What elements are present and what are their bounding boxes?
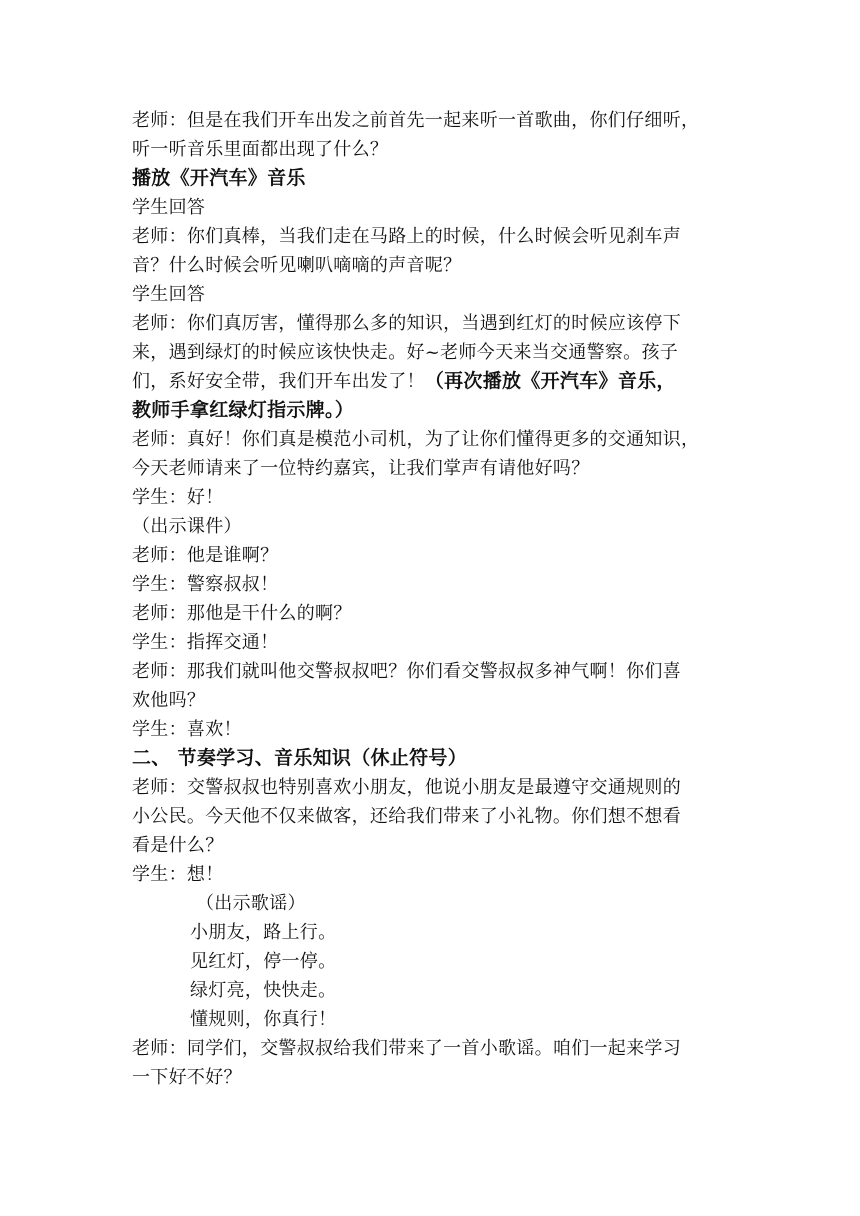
text-line: 老师：那他是干什么的啊？ [132, 603, 352, 624]
text-line: 老师：交警叔叔也特别喜欢小朋友，他说小朋友是最遵守交通规则的 [132, 777, 681, 798]
document-page [132, 106, 732, 1092]
text-line: 老师：真好！你们真是模范小司机，为了让你们懂得更多的交通知识， [132, 429, 700, 450]
stage-direction: 教师手拿红绿灯指示牌。） [132, 399, 355, 421]
text-line: 听一听音乐里面都出现了什么？ [132, 139, 389, 160]
text-line: 老师：你们真厉害，懂得那么多的知识，当遇到红灯的时候应该停下 [132, 313, 681, 334]
stage-direction: （再次播放《开汽车》音乐， [424, 370, 676, 392]
text-line: 学生回答 [132, 197, 206, 218]
text-line: 老师：那我们就叫他交警叔叔吧？你们看交警叔叔多神气啊！你们喜 [132, 661, 681, 682]
text-line: 小公民。今天他不仅来做客，还给我们带来了小礼物。你们想不想看 [132, 806, 681, 827]
text-line: 今天老师请来了一位特约嘉宾，让我们掌声有请他好吗？ [132, 458, 590, 479]
text-line: 学生回答 [132, 284, 206, 305]
rhyme-line: 见红灯，停一停。 [190, 951, 337, 972]
rhyme-line: 绿灯亮，快快走。 [190, 980, 337, 1001]
text-line: 看是什么？ [132, 835, 224, 856]
text-line: 老师：同学们，交警叔叔给我们带来了一首小歌谣。咱们一起来学习 [132, 1038, 681, 1059]
text-line: 学生：喜欢！ [132, 719, 242, 740]
text-line: 一下好不好？ [132, 1067, 242, 1088]
section-heading: 二、 节奏学习、音乐知识（休止符号） [132, 747, 468, 769]
rhyme-line: 懂规则，你真行！ [190, 1009, 337, 1030]
text-line: 音？什么时候会听见喇叭嘀嘀的声音呢？ [132, 255, 462, 276]
text-line: 老师：但是在我们开车出发之前首先一起来听一首歌曲，你们仔细听， [132, 110, 700, 131]
text-line: （出示课件） [132, 516, 242, 537]
rhyme-line: 小朋友，路上行。 [190, 922, 337, 943]
text-line: 来，遇到绿灯的时候应该快快走。好~老师今天来当交通警察。孩子 [132, 342, 679, 363]
text-line: 学生：好！ [132, 487, 224, 508]
text-segment: 们，系好安全带，我们开车出发了！ [132, 371, 425, 392]
text-line: 学生：警察叔叔！ [132, 574, 279, 595]
text-line: 学生：想！ [132, 864, 224, 885]
text-line: 老师：你们真棒，当我们走在马路上的时候，什么时候会听见刹车声 [132, 226, 681, 247]
rhyme-line: （出示歌谣） [196, 893, 306, 914]
text-line: 欢他吗？ [132, 690, 206, 711]
text-line: 学生：指挥交通！ [132, 632, 279, 653]
text-line: 老师：他是谁啊？ [132, 545, 279, 566]
section-heading: 播放《开汽车》音乐 [132, 167, 306, 189]
text-line [132, 367, 732, 396]
